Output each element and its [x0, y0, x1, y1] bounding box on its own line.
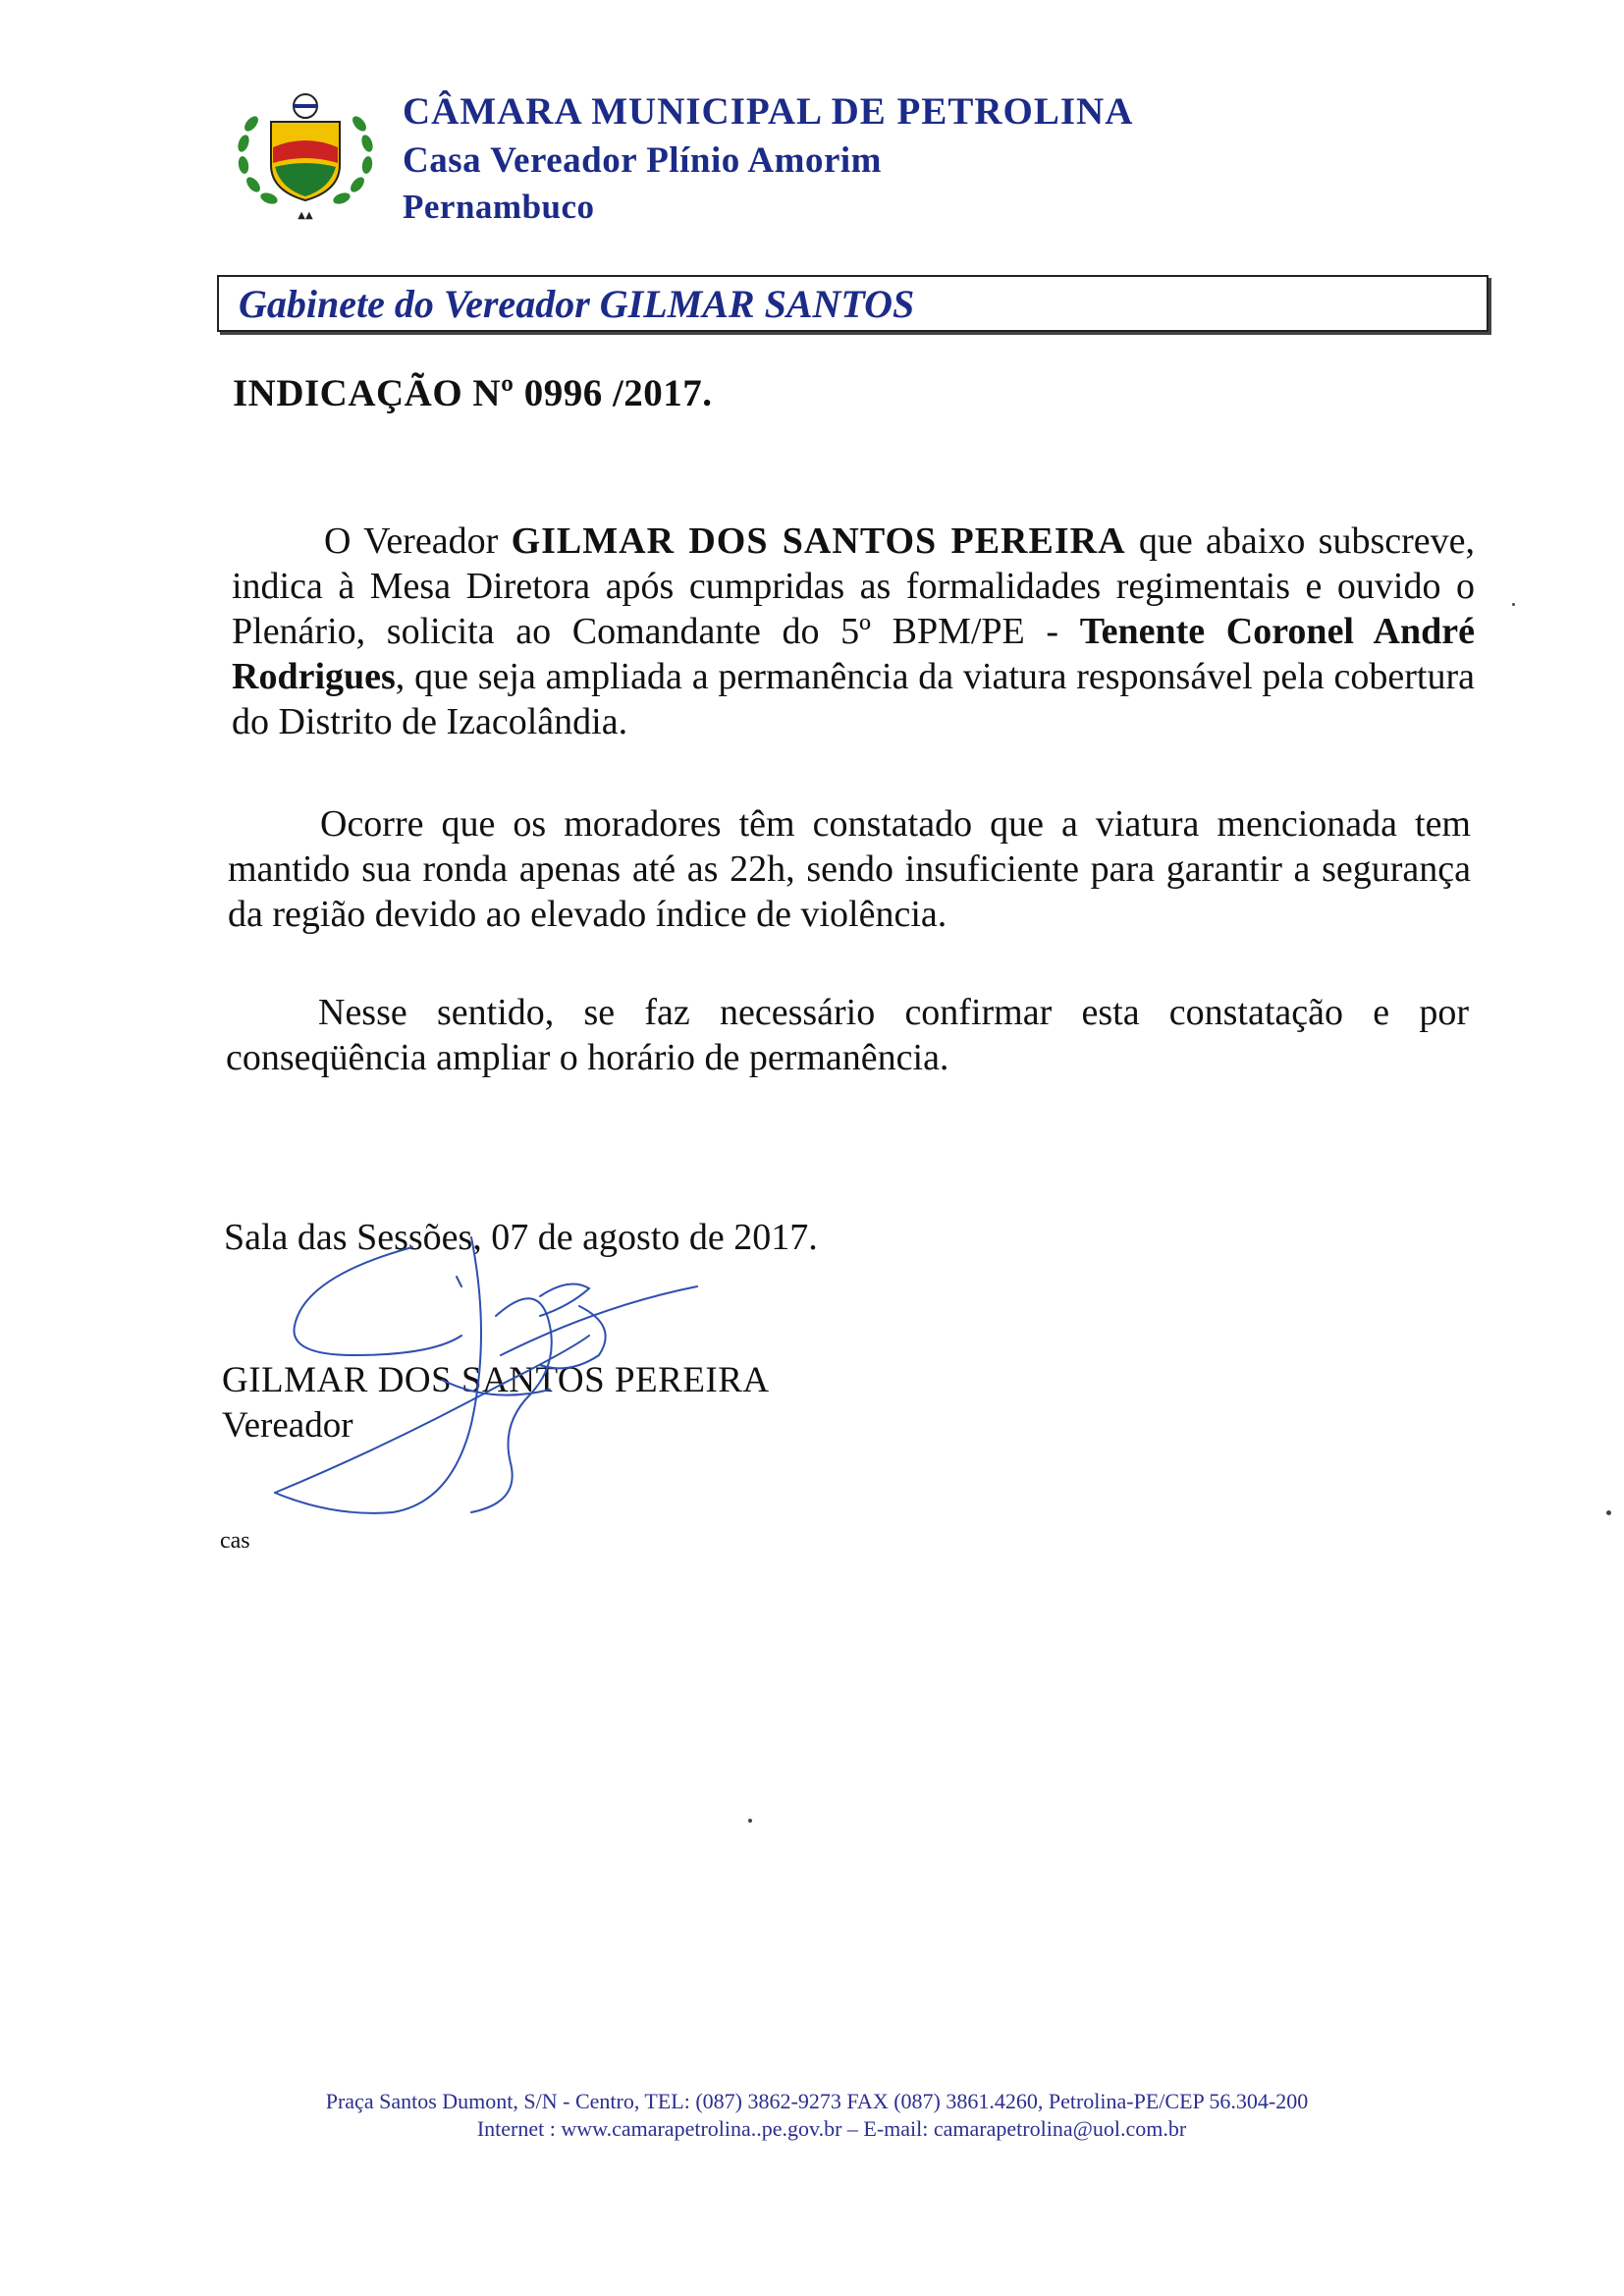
councilor-name: GILMAR DOS SANTOS PEREIRA: [511, 520, 1126, 562]
institution-header: [403, 86, 1133, 230]
signer-name: GILMAR DOS SANTOS PEREIRA: [222, 1360, 770, 1400]
institution-state: Pernambuco: [403, 188, 595, 226]
indication-number: INDICAÇÃO Nº 0996 /2017.: [233, 372, 713, 414]
cabinet-banner: [217, 275, 1489, 332]
footer-address: Praça Santos Dumont, S/N - Centro, TEL: (087) 3862-9273 FAX (087) 3861.4260, Petrolina-PE/CEP 56.304-200: [325, 2089, 1309, 2113]
paragraph-justification: Ocorre que os moradores têm constatado que a viatura mencionada tem mantido sua ronda apenas até as 22h, sendo insuficiente para garantir a segurança da região devido ao elevado índice de violência.: [228, 803, 1471, 935]
typist-initials: cas: [220, 1528, 250, 1554]
scan-speck: [1512, 603, 1515, 606]
institution-title: CÂMARA MUNICIPAL DE PETROLINA: [403, 90, 1134, 133]
svg-text:▲▲: ▲▲: [298, 210, 313, 221]
scan-speck: [748, 1819, 752, 1823]
scan-speck: [1606, 1510, 1611, 1515]
officer-name: Tenente Coronel André Rodrigues: [232, 611, 1476, 697]
paragraph-conclusion: Nesse sentido, se faz necessário confirmar esta constatação e por conseqüência ampliar o horário de permanência.: [226, 992, 1469, 1078]
institution-subtitle: Casa Vereador Plínio Amorim: [403, 140, 882, 181]
handwritten-signature-icon: [245, 1218, 707, 1532]
municipal-seal-icon: [232, 84, 379, 222]
cabinet-label: Gabinete do Vereador GILMAR SANTOS: [239, 282, 915, 326]
document-footer: [0, 2088, 1624, 2143]
paragraph-request: O Vereador GILMAR DOS SANTOS PEREIRA que abaixo subscreve, indica à Mesa Diretora após cumpridas as formalidades regimentais e ouvido o Plenário, solicita ao Comandante do 5º BPM/PE - Tenente Coronel André Rodrigues, que seja ampliada a permanência da viatura responsável pela cobertura do Distrito de Izacolândia.: [232, 520, 1476, 742]
place-and-date: Sala das Sessões, 07 de agosto de 2017.: [224, 1217, 818, 1258]
footer-contact: Internet : www.camarapetrolina..pe.gov.br – E-mail: camarapetrolina@uol.com.br: [476, 2116, 1187, 2141]
signer-role: Vereador: [222, 1405, 353, 1446]
